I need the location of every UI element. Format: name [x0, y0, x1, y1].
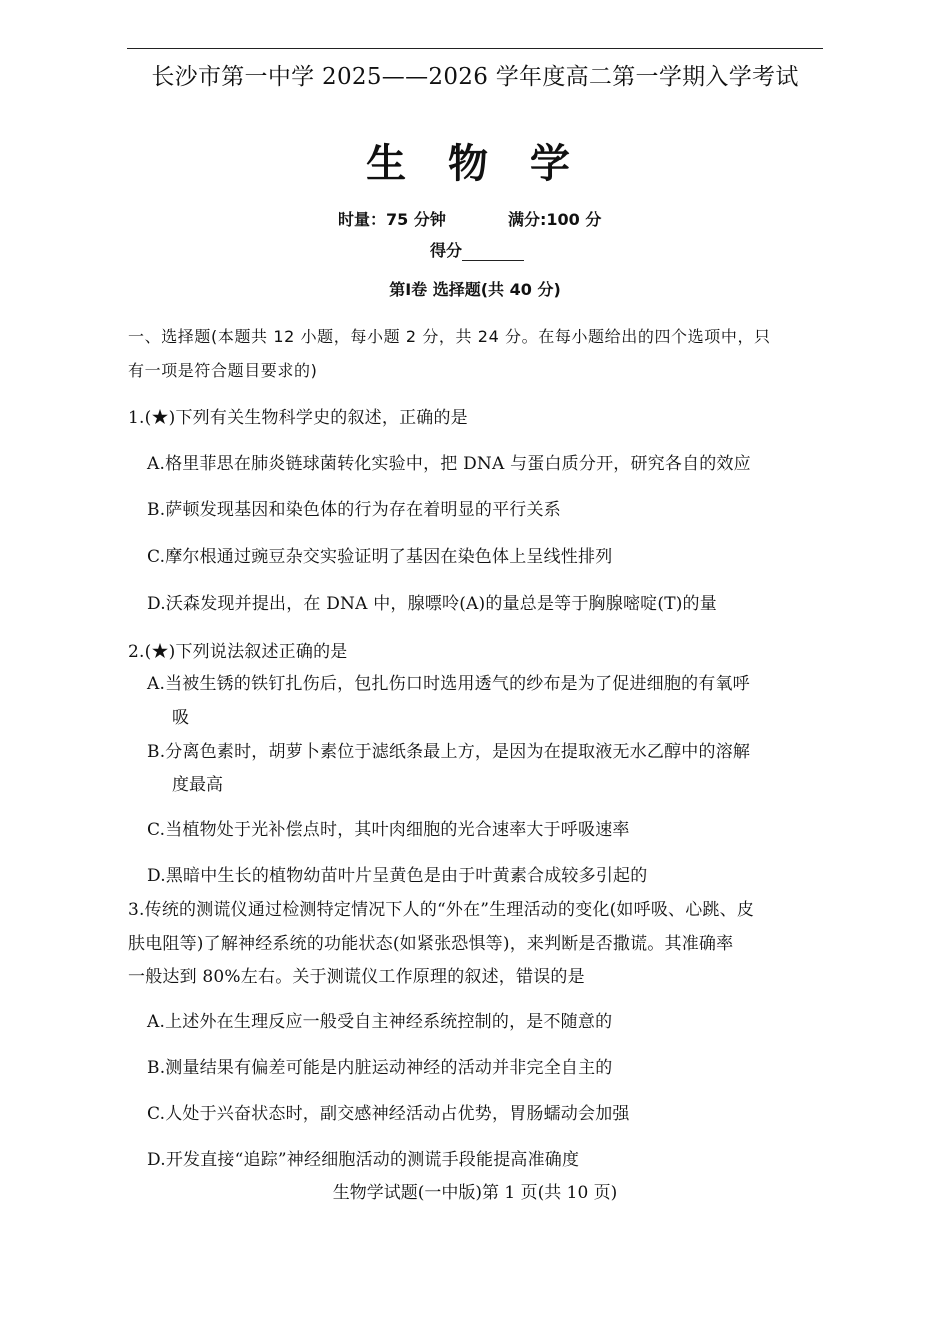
question-1-option-a: A.格里菲思在肺炎链球菌转化实验中，把 DNA 与蛋白质分开，研究各自的效应: [147, 454, 751, 474]
exam-title: 长沙市第一中学 2025——2026 学年度高二第一学期入学考试: [151, 64, 799, 90]
part-title: 第Ⅰ卷 选择题(共 40 分): [389, 280, 561, 299]
question-1-option-d: D.沃森发现并提出，在 DNA 中，腺嘌呤(A)的量总是等于胸腺嘧啶(T)的量: [147, 594, 717, 614]
question-2-option-b: B.分离色素时，胡萝卜素位于滤纸条最上方，是因为在提取液无水乙醇中的溶解: [147, 742, 751, 762]
score-field: [430, 238, 524, 261]
subject-title: 生 物 学: [366, 141, 584, 187]
question-2-option-c: C.当植物处于光补偿点时，其叶肉细胞的光合速率大于呼吸速率: [147, 820, 630, 840]
score-label: 得分: [430, 241, 463, 260]
question-1-stem: 1.(★)下列有关生物科学史的叙述，正确的是: [128, 408, 468, 428]
page-footer: 生物学试题(一中版)第 1 页(共 10 页): [332, 1183, 618, 1203]
question-3-option-d: D.开发直接“追踪”神经细胞活动的测谎手段能提高准确度: [147, 1150, 580, 1170]
top-rule: [127, 48, 823, 49]
full-score-label: 满分:100 分: [508, 210, 602, 229]
question-2-option-b-cont: 度最高: [172, 775, 223, 795]
instructions-line-2: 有一项是符合题目要求的): [128, 361, 318, 380]
question-1-option-c: C.摩尔根通过豌豆杂交实验证明了基因在染色体上呈线性排列: [147, 547, 613, 567]
question-3-stem-line-3: 一般达到 80%左右。关于测谎仪工作原理的叙述，错误的是: [128, 967, 585, 987]
score-blank: [462, 244, 524, 261]
question-3-option-b: B.测量结果有偏差可能是内脏运动神经的活动并非完全自主的: [147, 1058, 613, 1078]
question-2-option-a-cont: 吸: [172, 708, 189, 728]
question-2-stem: 2.(★)下列说法叙述正确的是: [128, 642, 348, 662]
question-2-option-a: A.当被生锈的铁钉扎伤后，包扎伤口时选用透气的纱布是为了促进细胞的有氧呼: [147, 674, 750, 694]
question-3-stem-line-2: 肤电阻等)了解神经系统的功能状态(如紧张恐惧等)，来判断是否撒谎。其准确率: [128, 934, 734, 954]
time-label: 时量：75 分钟: [338, 210, 446, 229]
question-3-option-c: C.人处于兴奋状态时，副交感神经活动占优势，胃肠蠕动会加强: [147, 1104, 630, 1124]
question-1-option-b: B.萨顿发现基因和染色体的行为存在着明显的平行关系: [147, 500, 561, 520]
question-3-option-a: A.上述外在生理反应一般受自主神经系统控制的，是不随意的: [147, 1012, 613, 1032]
question-3-stem-line-1: 3.传统的测谎仪通过检测特定情况下人的“外在”生理活动的变化(如呼吸、心跳、皮: [128, 900, 755, 920]
question-2-option-d: D.黑暗中生长的植物幼苗叶片呈黄色是由于叶黄素合成较多引起的: [147, 866, 648, 886]
instructions-line-1: 一、选择题(本题共 12 小题，每小题 2 分，共 24 分。在每小题给出的四个选项中，只: [128, 327, 771, 346]
